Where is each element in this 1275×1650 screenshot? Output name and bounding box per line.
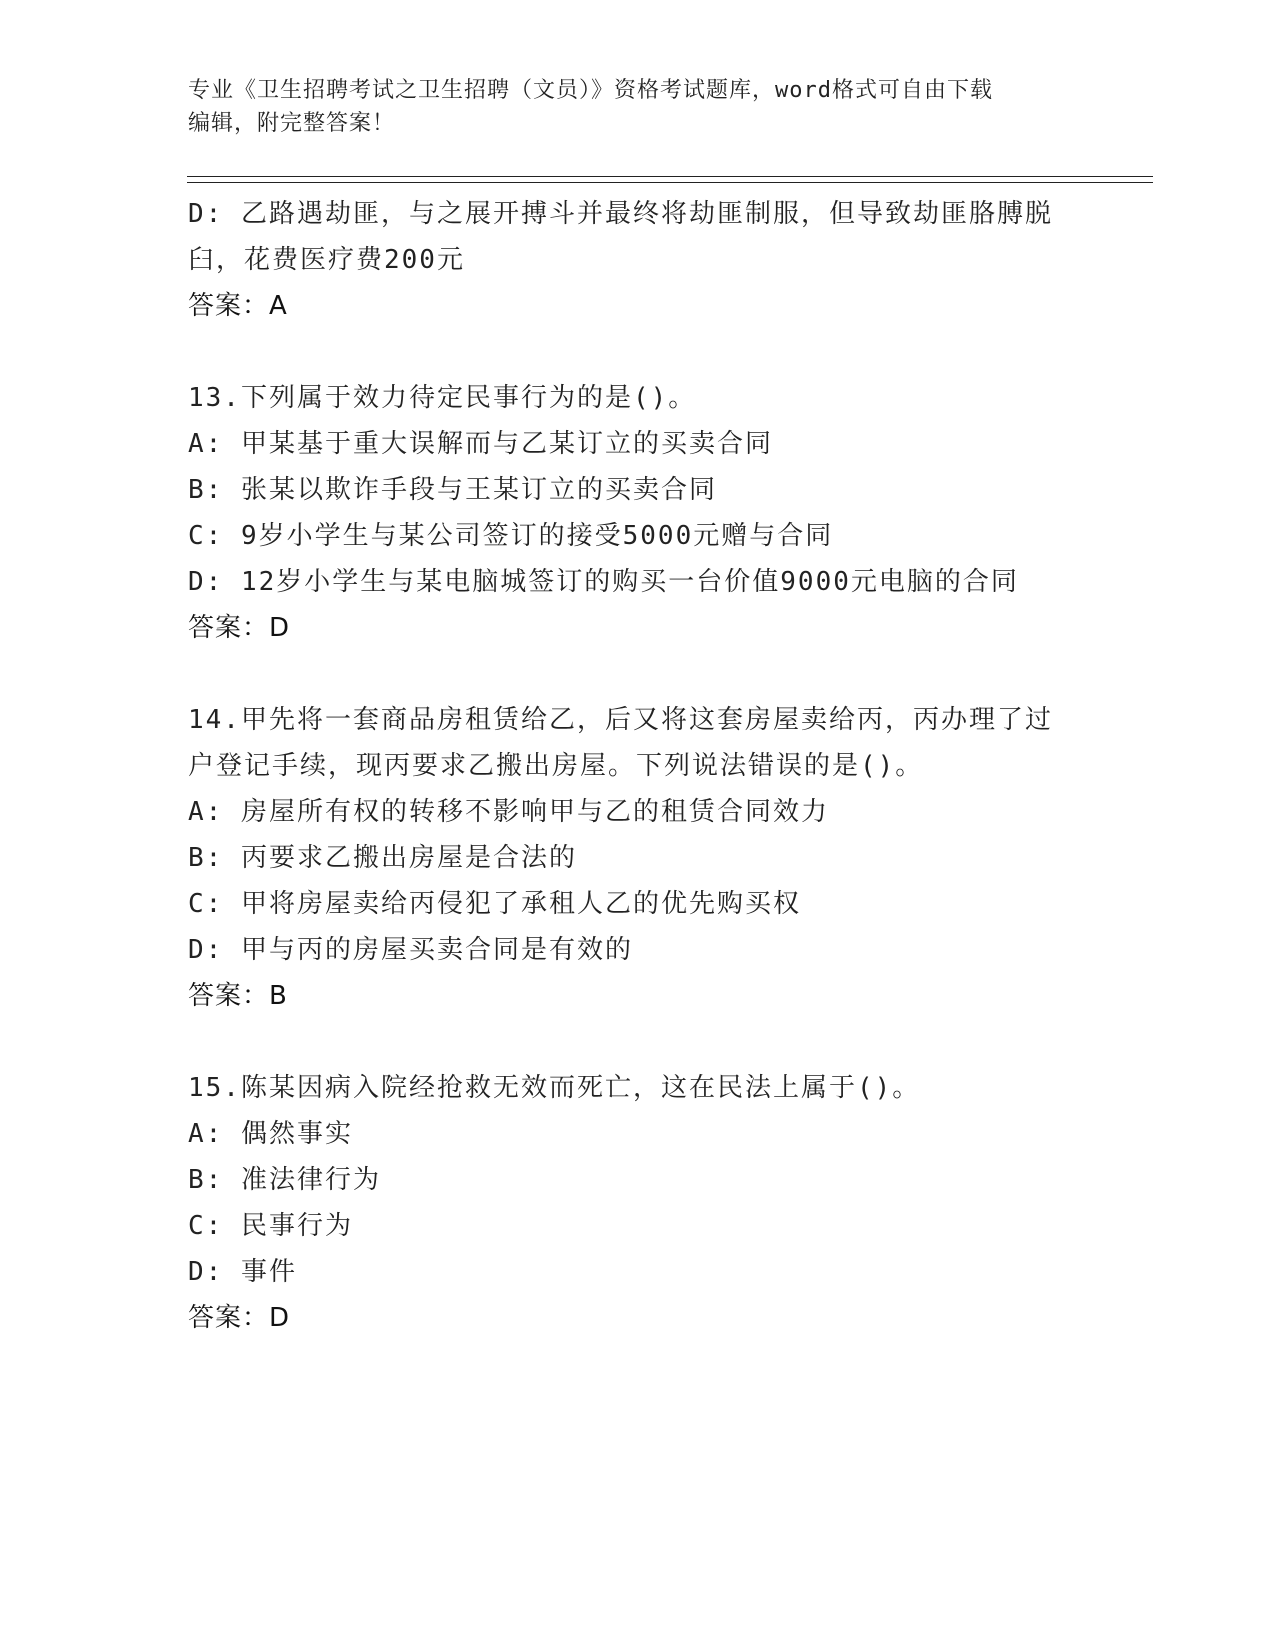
question-15	[188, 1065, 1108, 1341]
question-stem-line-1: 14.甲先将一套商品房租赁给乙，后又将这套房屋卖给丙，丙办理了过	[188, 705, 1053, 735]
header-divider-top	[187, 176, 1153, 177]
continued-question	[188, 191, 1108, 329]
spacer	[188, 329, 1108, 375]
question-list	[188, 191, 1108, 1341]
question-stem-line-2: 户登记手续，现丙要求乙搬出房屋。下列说法错误的是()。	[188, 751, 924, 781]
document-header	[188, 74, 1088, 140]
option-c: C: 甲将房屋卖给丙侵犯了承租人乙的优先购买权	[188, 889, 801, 919]
spacer	[188, 1019, 1108, 1065]
option-c: C: 9岁小学生与某公司签订的接受5000元赠与合同	[188, 521, 834, 551]
answer-line: 答案：D	[188, 1303, 291, 1333]
answer-line: 答案：D	[188, 613, 291, 643]
question-13	[188, 375, 1108, 651]
spacer	[188, 651, 1108, 697]
header-line-1: 专业《卫生招聘考试之卫生招聘（文员）》资格考试题库，word格式可自由下载	[188, 78, 993, 103]
option-b: B: 张某以欺诈手段与王某订立的买卖合同	[188, 475, 717, 505]
header-line-2: 编辑，附完整答案！	[188, 111, 396, 136]
option-a: A: 房屋所有权的转移不影响甲与乙的租赁合同效力	[188, 797, 829, 827]
option-d: D: 甲与丙的房屋买卖合同是有效的	[188, 935, 633, 965]
option-d-line-2: 臼，花费医疗费200元	[188, 245, 465, 275]
question-14	[188, 697, 1108, 1019]
option-d: D: 事件	[188, 1257, 297, 1287]
option-d-line-1: D: 乙路遇劫匪，与之展开搏斗并最终将劫匪制服，但导致劫匪胳膊脱	[188, 199, 1053, 229]
option-a: A: 偶然事实	[188, 1119, 353, 1149]
answer-line: 答案：A	[188, 291, 288, 321]
question-stem: 15.陈某因病入院经抢救无效而死亡，这在民法上属于()。	[188, 1073, 921, 1103]
option-b: B: 丙要求乙搬出房屋是合法的	[188, 843, 577, 873]
option-a: A: 甲某基于重大误解而与乙某订立的买卖合同	[188, 429, 773, 459]
question-stem: 13.下列属于效力待定民事行为的是()。	[188, 383, 697, 413]
header-divider-bottom	[187, 182, 1153, 183]
option-b: B: 准法律行为	[188, 1165, 381, 1195]
option-d: D: 12岁小学生与某电脑城签订的购买一台价值9000元电脑的合同	[188, 567, 1019, 597]
answer-line: 答案：B	[188, 981, 288, 1011]
option-c: C: 民事行为	[188, 1211, 353, 1241]
